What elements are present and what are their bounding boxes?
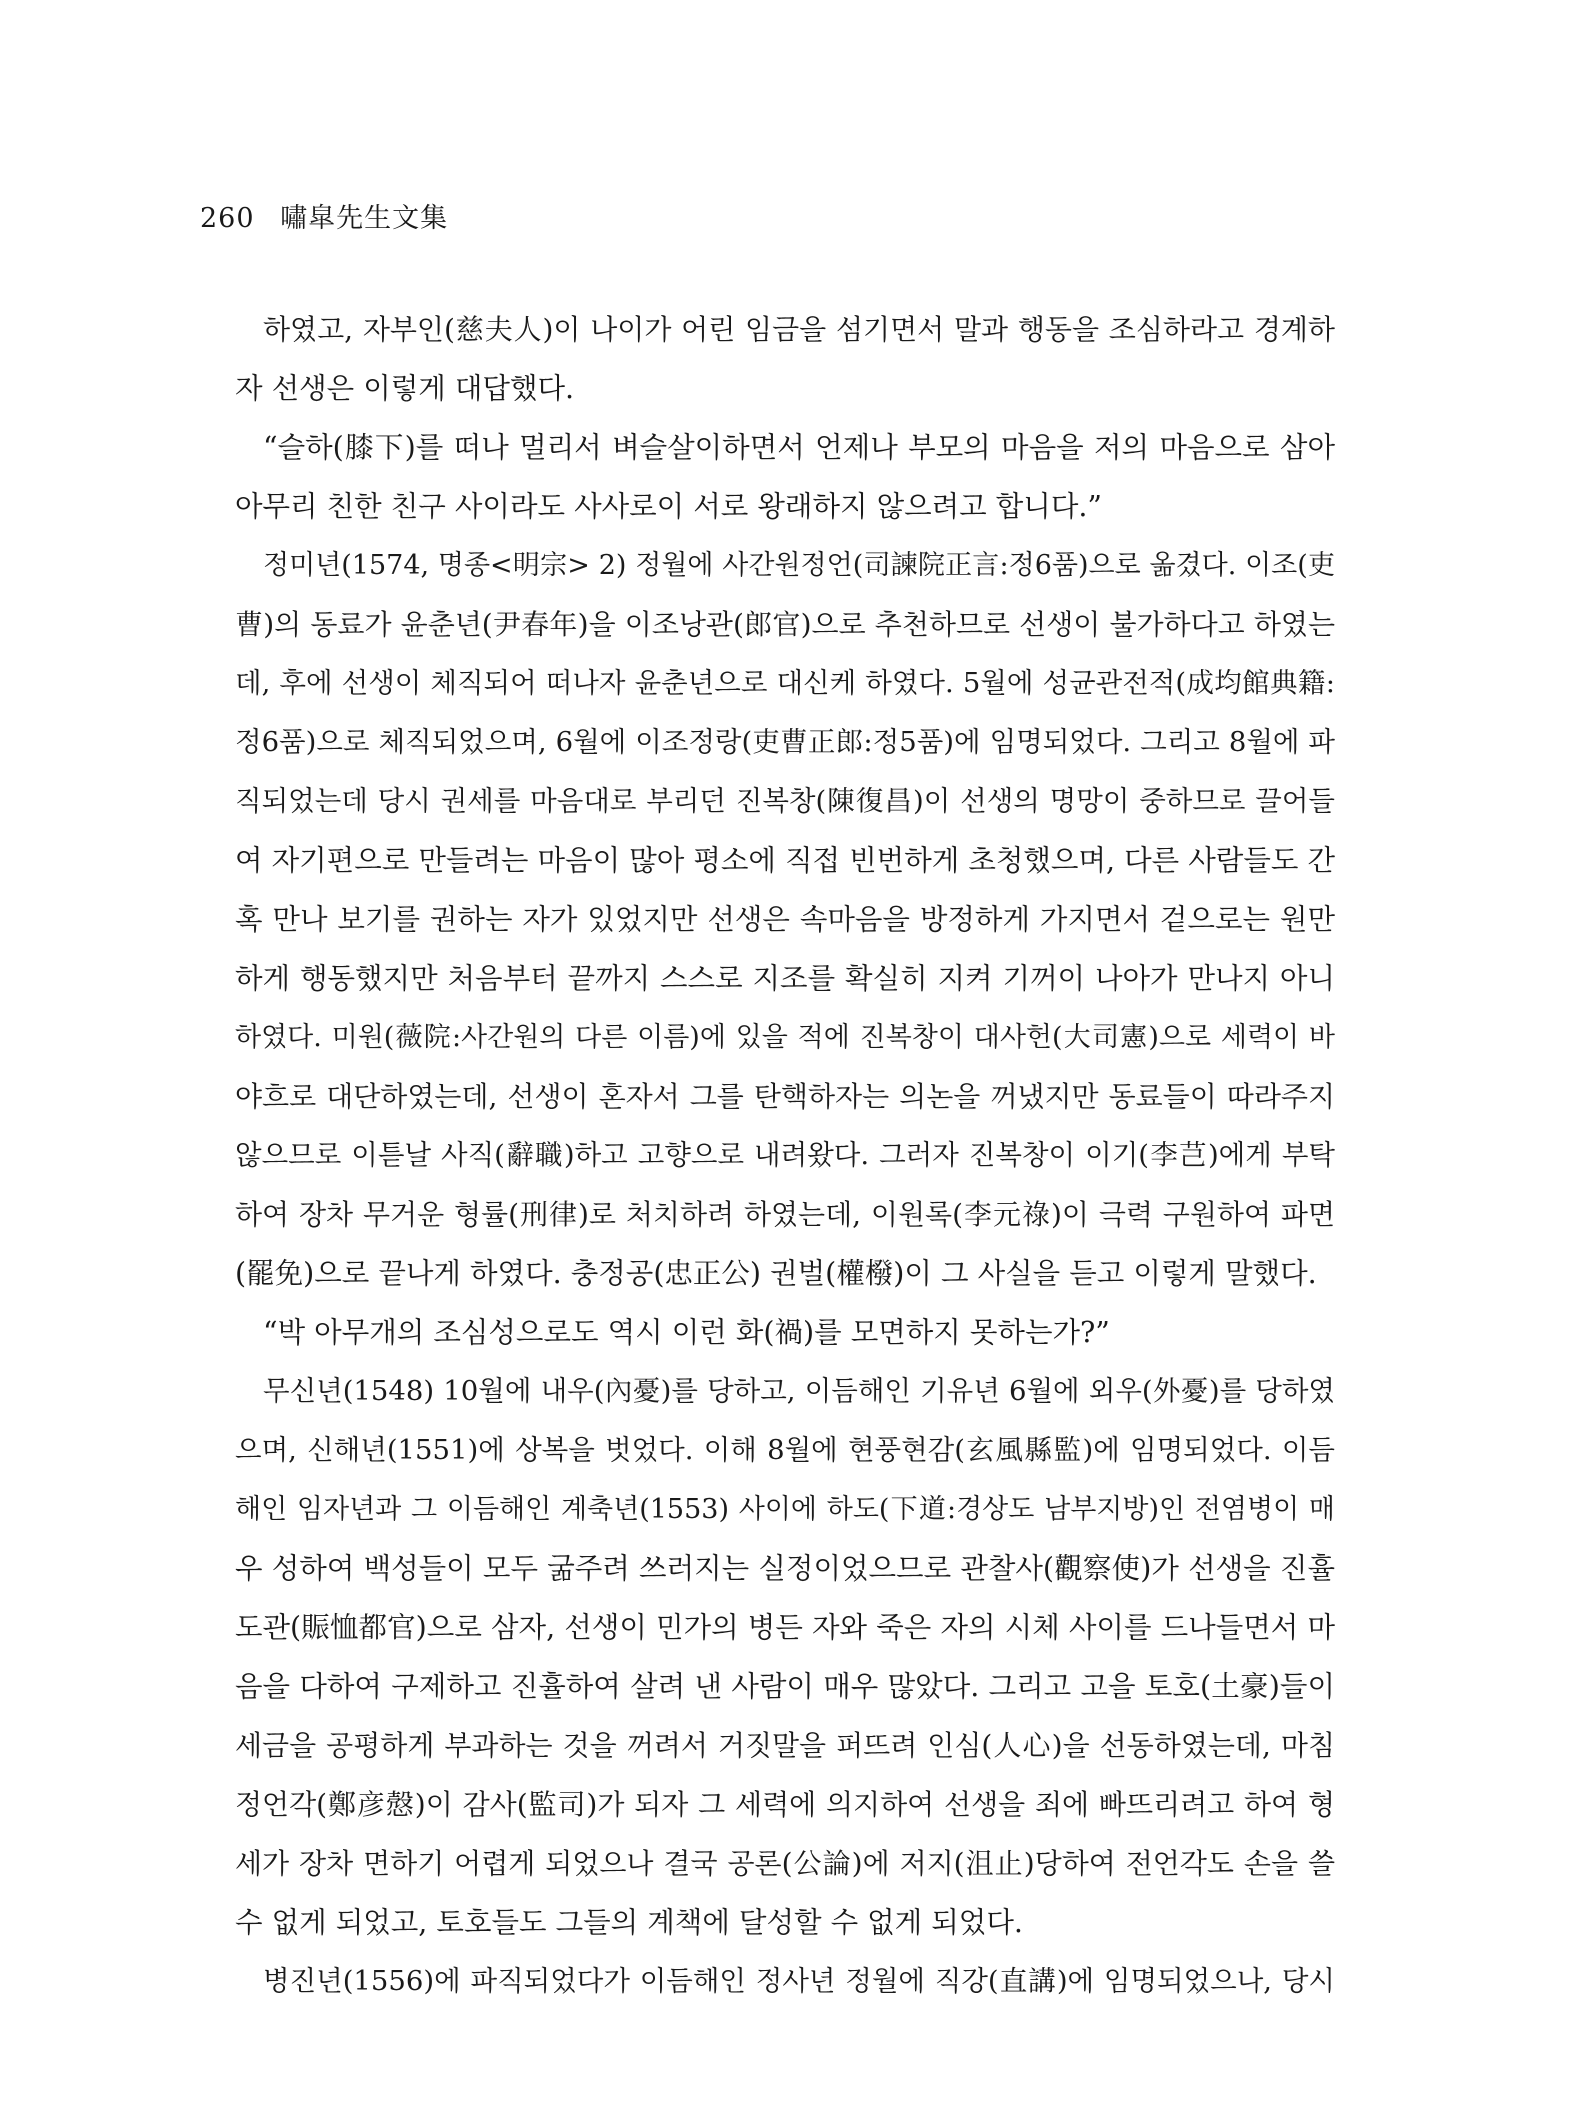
text-line: 정6품)으로 체직되었으며, 6월에 이조정랑(吏曹正郎:정5품)에 임명되었다. 그리고 8월에 파 xyxy=(235,726,1335,758)
text-line: 아무리 친한 친구 사이라도 사사로이 서로 왕래하지 않으려고 합니다.” xyxy=(235,490,1102,523)
body-text xyxy=(235,300,1335,2011)
page-number: 260 xyxy=(200,203,255,234)
text-line: 으며, 신해년(1551)에 상복을 벗었다. 이해 8월에 현풍현감(玄風縣監)에 임명되었다. 이듬 xyxy=(235,1434,1335,1466)
text-line: 혹 만나 보기를 권하는 자가 있었지만 선생은 속마음을 방정하게 가지면서 겉으로는 원만 xyxy=(235,903,1335,936)
text-line: 세금을 공평하게 부과하는 것을 꺼려서 거짓말을 퍼뜨려 인심(人心)을 선동하였는데, 마침 xyxy=(235,1729,1335,1762)
running-header xyxy=(200,196,448,235)
text-line: 음을 다하여 구제하고 진휼하여 살려 낸 사람이 매우 많았다. 그리고 고을 토호(土豪)들이 xyxy=(235,1670,1335,1703)
text-line: 우 성하여 백성들이 모두 굶주려 쓰러지는 실정이었으므로 관찰사(觀察使)가 선생을 진휼 xyxy=(235,1552,1335,1585)
text-line: “슬하(膝下)를 떠나 멀리서 벼슬살이하면서 언제나 부모의 마음을 저의 마음으로 삼아 xyxy=(263,431,1335,464)
text-line: 야흐로 대단하였는데, 선생이 혼자서 그를 탄핵하자는 의논을 꺼냈지만 동료들이 따라주지 xyxy=(235,1080,1335,1113)
text-line: 수 없게 되었고, 토호들도 그들의 계책에 달성할 수 없게 되었다. xyxy=(235,1906,1023,1939)
book-title: 嘯皐先生文集 xyxy=(280,203,449,234)
text-line: 병진년(1556)에 파직되었다가 이듬해인 정사년 정월에 직강(直講)에 임명되었으나, 당시 xyxy=(263,1965,1335,1997)
text-line: 직되었는데 당시 권세를 마음대로 부리던 진복창(陳復昌)이 선생의 명망이 중하므로 끌어들 xyxy=(235,785,1335,817)
text-line: (罷免)으로 끝나게 하였다. 충정공(忠正公) 권벌(權橃)이 그 사실을 듣고 이렇게 말했다. xyxy=(235,1257,1317,1290)
text-line: 무신년(1548) 10월에 내우(內憂)를 당하고, 이듬해인 기유년 6월에 외우(外憂)를 당하였 xyxy=(263,1375,1335,1407)
text-line: 여 자기편으로 만들려는 마음이 많아 평소에 직접 빈번하게 초청했으며, 다른 사람들도 간 xyxy=(235,844,1335,877)
text-line: 정언각(鄭彦慤)이 감사(監司)가 되자 그 세력에 의지하여 선생을 죄에 빠뜨리려고 하여 형 xyxy=(235,1788,1335,1821)
text-line: 세가 장차 면하기 어렵게 되었으나 결국 공론(公論)에 저지(沮止)당하여 전언각도 손을 쓸 xyxy=(235,1847,1335,1880)
text-line: 도관(賑恤都官)으로 삼자, 선생이 민가의 병든 자와 죽은 자의 시체 사이를 드나들면서 마 xyxy=(235,1611,1335,1644)
text-line: 않으므로 이튿날 사직(辭職)하고 고향으로 내려왔다. 그러자 진복창이 이기(李芑)에게 부탁 xyxy=(235,1139,1335,1171)
text-line: 데, 후에 선생이 체직되어 떠나자 윤춘년으로 대신케 하였다. 5월에 성균관전적(成均館典籍: xyxy=(235,667,1335,699)
text-line: 曹)의 동료가 윤춘년(尹春年)을 이조낭관(郎官)으로 추천하므로 선생이 불가하다고 하였는 xyxy=(235,608,1335,641)
text-line: 자 선생은 이렇게 대답했다. xyxy=(235,372,575,405)
text-line: 하게 행동했지만 처음부터 끝까지 스스로 지조를 확실히 지켜 기꺼이 나아가 만나지 아니 xyxy=(235,962,1335,995)
text-line: 하였고, 자부인(慈夫人)이 나이가 어린 임금을 섬기면서 말과 행동을 조심하라고 경계하 xyxy=(263,313,1335,346)
text-line: “박 아무개의 조심성으로도 역시 이런 화(禍)를 모면하지 못하는가?” xyxy=(263,1316,1110,1349)
text-line: 하여 장차 무거운 형률(刑律)로 처치하려 하였는데, 이원록(李元祿)이 극력 구원하여 파면 xyxy=(235,1198,1335,1231)
text-line: 해인 임자년과 그 이듬해인 계축년(1553) 사이에 하도(下道:경상도 남부지방)인 전염병이 매 xyxy=(235,1494,1335,1525)
text-line: 하였다. 미원(薇院:사간원의 다른 이름)에 있을 적에 진복창이 대사헌(大司憲)으로 세력이 바 xyxy=(235,1022,1335,1053)
text-line: 정미년(1574, 명종<明宗> 2) 정월에 사간원정언(司諫院正言:정6품)으로 옮겼다. 이조(吏 xyxy=(263,550,1335,581)
